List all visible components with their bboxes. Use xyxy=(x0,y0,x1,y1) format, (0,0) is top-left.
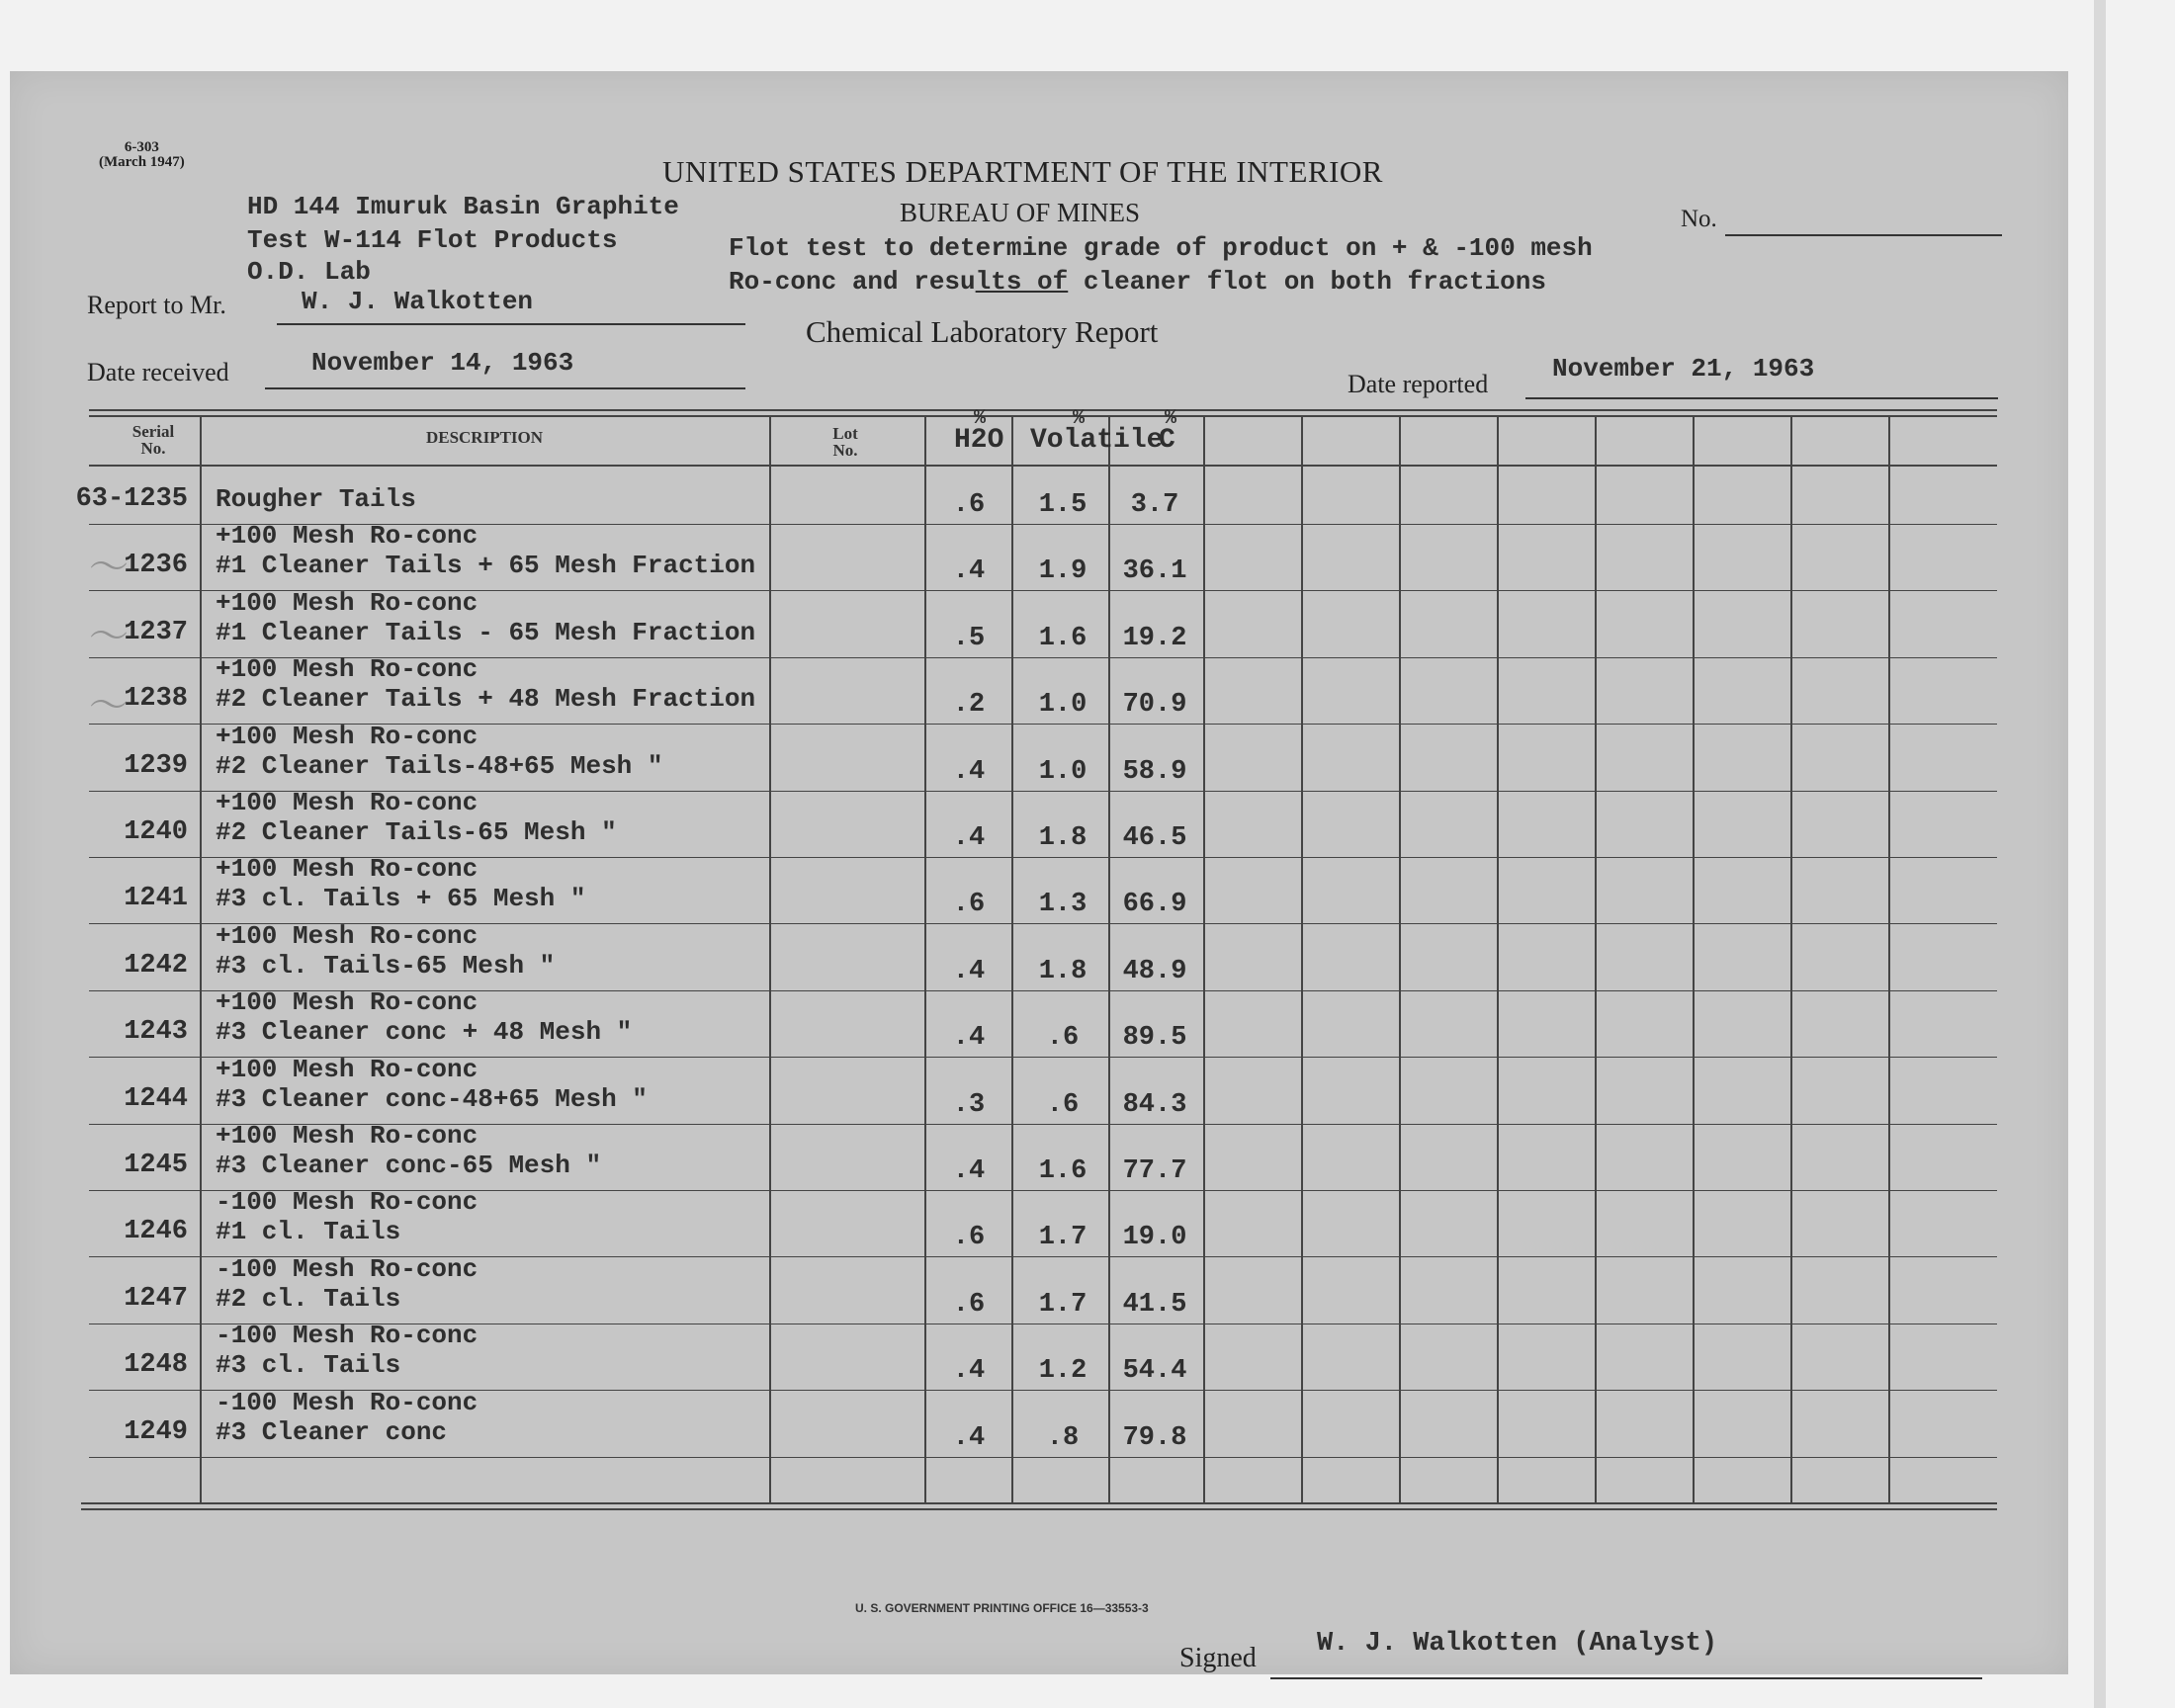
volatile-value: 1.0 xyxy=(1038,756,1088,787)
report-to-label: Report to Mr. xyxy=(87,291,226,319)
h2o-pct: % xyxy=(974,407,987,430)
serial-header xyxy=(109,423,198,457)
department-heading: UNITED STATES DEPARTMENT OF THE INTERIOR xyxy=(662,154,1383,189)
serial-number: 1247 xyxy=(124,1283,188,1314)
description-line-2: #3 cl. Tails + 65 Mesh " xyxy=(216,884,586,914)
signed-label: Signed xyxy=(1179,1643,1257,1673)
carbon-value: 48.9 xyxy=(1122,956,1187,986)
signed-line xyxy=(1270,1677,1982,1679)
description-line-2: #1 Cleaner Tails - 65 Mesh Fraction xyxy=(216,617,756,647)
h2o-value: .4 xyxy=(952,1356,986,1387)
carbon-value: 46.5 xyxy=(1122,823,1187,853)
report-to-line xyxy=(277,323,745,325)
report-title: Chemical Laboratory Report xyxy=(806,314,1159,349)
col-blank-4 xyxy=(1595,415,1597,1502)
volatile-value: 1.6 xyxy=(1038,1156,1088,1186)
carbon-value: 19.2 xyxy=(1122,623,1187,653)
lot-header-2: No. xyxy=(832,441,858,460)
carbon-value: 58.9 xyxy=(1122,756,1187,787)
volatile-value: 1.3 xyxy=(1038,890,1088,920)
description-line-1: +100 Mesh Ro-conc xyxy=(216,788,478,817)
scanner-edge xyxy=(2094,0,2106,1708)
carbon-value: 89.5 xyxy=(1122,1023,1187,1054)
form-number xyxy=(99,140,185,170)
purpose-line-2a: Ro-conc and resu xyxy=(729,267,976,297)
description-line-1: +100 Mesh Ro-conc xyxy=(216,521,478,552)
volatile-value: .6 xyxy=(1046,1089,1080,1120)
table-top-rule xyxy=(89,409,1997,411)
volatile-header: Volatile xyxy=(1030,425,1164,456)
description-line-1: -100 Mesh Ro-conc xyxy=(216,1253,478,1284)
description-line-2: #3 Cleaner conc-48+65 Mesh " xyxy=(216,1083,648,1114)
volatile-value: 1.2 xyxy=(1038,1356,1088,1387)
carbon-value: 36.1 xyxy=(1122,556,1187,587)
serial-number: 1236 xyxy=(124,551,188,581)
form-date-text: (March 1947) xyxy=(99,154,185,170)
margin-mark-3: 〜 xyxy=(89,683,129,727)
description-line-2: #1 Cleaner Tails + 65 Mesh Fraction xyxy=(216,551,756,581)
report-sheet xyxy=(10,71,2068,1674)
serial-number: 63-1235 xyxy=(75,484,188,514)
col-blank-5 xyxy=(1693,415,1695,1502)
table-bottom-rule xyxy=(81,1502,1997,1504)
form-number-text: 6-303 xyxy=(124,139,159,155)
col-blank-2 xyxy=(1399,415,1401,1502)
serial-number: 1242 xyxy=(124,950,188,981)
volatile-value: 1.9 xyxy=(1038,556,1088,587)
margin-mark-2: 〜 xyxy=(89,614,129,658)
h2o-value: .6 xyxy=(952,1289,986,1320)
serial-header-1: Serial xyxy=(131,422,175,441)
volatile-value: .6 xyxy=(1046,1023,1080,1054)
description-line-1: -100 Mesh Ro-conc xyxy=(216,1321,478,1351)
description-line-2: #2 cl. Tails xyxy=(216,1283,401,1314)
carbon-value: 3.7 xyxy=(1130,490,1179,520)
col-serial-divider xyxy=(200,415,202,1502)
project-line-3: O.D. Lab xyxy=(247,257,371,287)
h2o-value: .4 xyxy=(952,823,986,853)
description-header: DESCRIPTION xyxy=(425,428,544,447)
carbon-value: 54.4 xyxy=(1122,1356,1187,1387)
description-line-1: -100 Mesh Ro-conc xyxy=(216,1187,478,1218)
table-top-rule-2 xyxy=(89,415,1997,417)
col-blank-3 xyxy=(1497,415,1499,1502)
bureau-heading: BUREAU OF MINES xyxy=(900,198,1141,227)
date-reported-label: Date reported xyxy=(1348,370,1489,398)
c-header: C xyxy=(1159,425,1175,456)
h2o-value: .6 xyxy=(952,1223,986,1253)
volatile-value: 1.6 xyxy=(1038,623,1088,653)
volatile-pct: % xyxy=(1073,407,1086,430)
carbon-value: 70.9 xyxy=(1122,690,1187,721)
purpose-line-2 xyxy=(729,267,1546,297)
serial-number: 1240 xyxy=(124,817,188,847)
lot-header-1: Lot xyxy=(832,424,858,443)
description-line-1: +100 Mesh Ro-conc xyxy=(216,721,478,751)
description-line-1: +100 Mesh Ro-conc xyxy=(216,1121,478,1151)
volatile-value: 1.5 xyxy=(1038,490,1088,520)
serial-number: 1246 xyxy=(124,1217,188,1247)
volatile-value: 1.8 xyxy=(1038,823,1088,853)
h2o-value: .4 xyxy=(952,756,986,787)
h2o-value: .5 xyxy=(952,623,986,653)
serial-number: 1241 xyxy=(124,884,188,914)
serial-number: 1239 xyxy=(124,750,188,781)
volatile-value: 1.7 xyxy=(1038,1289,1088,1320)
h2o-value: .6 xyxy=(952,890,986,920)
lot-header xyxy=(801,425,890,459)
carbon-value: 79.8 xyxy=(1122,1422,1187,1453)
description-line-1: +100 Mesh Ro-conc xyxy=(216,854,478,885)
row-rule xyxy=(89,1457,1997,1458)
date-reported-line xyxy=(1525,397,1998,399)
h2o-value: .4 xyxy=(952,556,986,587)
serial-header-2: No. xyxy=(140,439,166,458)
serial-number: 1245 xyxy=(124,1151,188,1180)
col-volatile-divider xyxy=(1108,415,1110,1502)
description-line-1: +100 Mesh Ro-conc xyxy=(216,1054,478,1084)
description-line-1: +100 Mesh Ro-conc xyxy=(216,920,478,951)
description-line-2: #1 cl. Tails xyxy=(216,1217,401,1247)
h2o-value: .4 xyxy=(952,1422,986,1453)
volatile-value: 1.0 xyxy=(1038,690,1088,721)
volatile-value: 1.8 xyxy=(1038,956,1088,986)
project-line-2: Test W-114 Flot Products xyxy=(247,225,618,255)
col-blank-6 xyxy=(1790,415,1792,1502)
description-line-2: #3 Cleaner conc-65 Mesh " xyxy=(216,1151,602,1180)
description-line-1: +100 Mesh Ro-conc xyxy=(216,654,478,685)
purpose-line-2b: lts of xyxy=(975,267,1069,297)
h2o-value: .2 xyxy=(952,690,986,721)
h2o-value: .3 xyxy=(952,1089,986,1120)
col-blank-7 xyxy=(1888,415,1890,1502)
description-line-2: #2 Cleaner Tails-48+65 Mesh " xyxy=(216,750,663,781)
h2o-value: .4 xyxy=(952,1023,986,1054)
description-line-2: #2 Cleaner Tails + 48 Mesh Fraction xyxy=(216,684,756,715)
serial-number: 1238 xyxy=(124,684,188,715)
table-header-rule xyxy=(89,465,1997,467)
carbon-value: 84.3 xyxy=(1122,1089,1187,1120)
c-pct: % xyxy=(1165,407,1177,430)
serial-number: 1249 xyxy=(124,1416,188,1447)
date-reported-value: November 21, 1963 xyxy=(1552,354,1815,384)
description-line-1: +100 Mesh Ro-conc xyxy=(216,587,478,618)
h2o-value: .4 xyxy=(952,1156,986,1186)
volatile-value: 1.7 xyxy=(1038,1223,1088,1253)
date-received-value: November 14, 1963 xyxy=(311,348,574,378)
description-line-2: Rougher Tails xyxy=(216,484,416,514)
col-h2o-divider xyxy=(1011,415,1013,1502)
carbon-value: 19.0 xyxy=(1122,1223,1187,1253)
description-line-2: #3 Cleaner conc xyxy=(216,1416,448,1447)
description-line-2: #3 Cleaner conc + 48 Mesh " xyxy=(216,1017,633,1048)
margin-mark-1: 〜 xyxy=(89,545,129,589)
signed-value: W. J. Walkotten (Analyst) xyxy=(1317,1629,1718,1659)
h2o-value: .4 xyxy=(952,956,986,986)
purpose-line-2c: cleaner flot on both fractions xyxy=(1068,267,1546,297)
description-line-2: #3 cl. Tails xyxy=(216,1350,401,1381)
col-c-divider xyxy=(1203,415,1205,1502)
serial-number: 1244 xyxy=(124,1083,188,1114)
serial-number: 1237 xyxy=(124,617,188,647)
date-received-label: Date received xyxy=(87,358,229,386)
col-lot-divider xyxy=(924,415,926,1502)
carbon-value: 66.9 xyxy=(1122,890,1187,920)
serial-number: 1248 xyxy=(124,1350,188,1381)
printer-imprint: U. S. GOVERNMENT PRINTING OFFICE 16—33553-3 xyxy=(855,1601,1149,1615)
serial-number: 1243 xyxy=(124,1017,188,1048)
no-label: No. xyxy=(1681,206,1717,232)
description-line-2: #3 cl. Tails-65 Mesh " xyxy=(216,950,556,981)
no-field-line xyxy=(1725,234,2002,236)
project-line-1: HD 144 Imuruk Basin Graphite xyxy=(247,192,679,221)
col-blank-1 xyxy=(1301,415,1303,1502)
description-line-1: +100 Mesh Ro-conc xyxy=(216,987,478,1018)
report-to-value: W. J. Walkotten xyxy=(302,287,534,316)
purpose-line-1: Flot test to determine grade of product on + & -100 mesh xyxy=(729,233,1593,263)
carbon-value: 77.7 xyxy=(1122,1156,1187,1186)
table-bottom-rule-2 xyxy=(81,1508,1997,1510)
volatile-value: .8 xyxy=(1046,1422,1080,1453)
description-line-1: -100 Mesh Ro-conc xyxy=(216,1387,478,1417)
date-received-line xyxy=(265,387,745,389)
col-description-divider xyxy=(769,415,771,1502)
description-line-2: #2 Cleaner Tails-65 Mesh " xyxy=(216,817,617,847)
carbon-value: 41.5 xyxy=(1122,1289,1187,1320)
h2o-header: H2O xyxy=(954,425,1004,456)
h2o-value: .6 xyxy=(952,490,986,520)
